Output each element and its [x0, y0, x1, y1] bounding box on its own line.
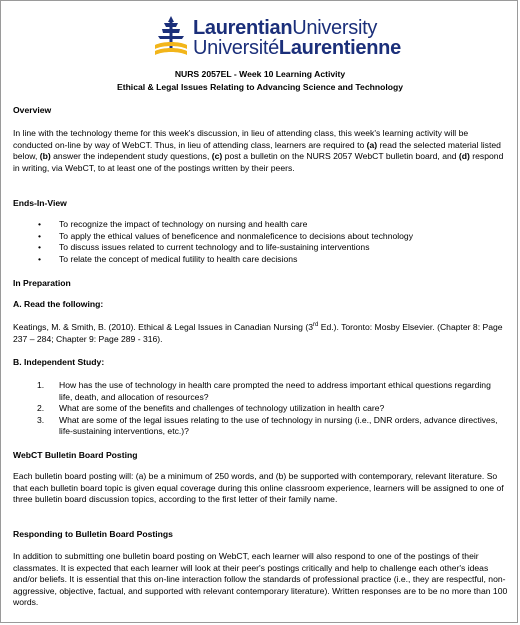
- reading-section-heading: A. Read the following:: [13, 299, 104, 309]
- overview-heading: Overview: [13, 105, 52, 115]
- list-item: • To relate the concept of medical futility to health care decisions: [38, 253, 298, 264]
- independent-study-questions: [13, 380, 503, 438]
- list-item: • To apply the ethical values of beneficence and nonmaleficence to decisions about technology: [38, 230, 414, 241]
- list-item: 3. What are some of the legal issues relating to the use of technology in nursing (i.e., DNR orders, advance directives, life-sustaining interventions, etc.)?: [37, 414, 498, 436]
- independent-study-heading: B. Independent Study:: [13, 357, 105, 367]
- list-item: 2. What are some of the benefits and challenges of technology utilization in health care?: [37, 403, 385, 413]
- bulletin-posting-paragraph: Each bulletin board posting will: (a) be a minimum of 250 words, and (b) be supported with contemporary, relevant literature. So that each bulletin board topic is given equal coverage during this online classroom experience, learners will be assigned to one of three bulletin board discussion topics, according to the first letter of their family name.: [13, 471, 504, 504]
- course-title: NURS 2057EL - Week 10 Learning Activity: [174, 69, 346, 79]
- overview-paragraph: In line with the technology theme for this week's discussion, in lieu of attending class, this week's learning activity will be conducted on-line by way of WebCT. Thus, in lieu of attending class, learners are required to (a) read the selected material listed below, (b) answer the independent study questions, (c) post a bulletin on the NURS 2057 WebCT bulletin board, and (d) respond in writing, via WebCT, to at least one of the postings written by their peers.: [13, 128, 504, 173]
- list-item: • To discuss issues related to current technology and to life-sustaining interventions: [38, 242, 370, 252]
- reading-citation: Keatings, M. & Smith, B. (2010). Ethical & Legal Issues in Canadian Nursing (3rd Ed.). Toronto: Mosby Elsevier. (Chapter 8: Page 237 – 284; Chapter 9: Page 289 - 316).: [13, 322, 503, 344]
- logo-wordmark-english: LaurentianUniversity: [193, 17, 378, 39]
- ends-in-view-list: [13, 219, 413, 265]
- responding-paragraph: In addition to submitting one bulletin board posting on WebCT, each learner will also respond to one of the postings of their classmates. It is expected that each learner will look at their peer's postings critically and help to challenge each other's ideas and/or beliefs. It is essential that this on-line interaction follow the standards of professional practice (i.e., they are respectful, non-aggressive, objective, factual, and supported with relevant contemporary literature). Written responses are to be no more than 100 words.: [13, 551, 508, 607]
- university-crest-icon: [153, 15, 189, 59]
- university-logo: [153, 15, 401, 59]
- logo-wordmark-french: UniversitéLaurentienne: [193, 37, 401, 59]
- list-item: 1. How has the use of technology in health care prompted the need to address important ethical questions regarding life, death, and allocation of resources?: [37, 380, 491, 402]
- ends-in-view-heading: Ends-In-View: [13, 198, 67, 208]
- bulletin-posting-heading: WebCT Bulletin Board Posting: [13, 450, 138, 460]
- responding-heading: Responding to Bulletin Board Postings: [13, 529, 173, 539]
- in-preparation-heading: In Preparation: [13, 278, 71, 288]
- list-item: • To recognize the impact of technology on nursing and health care: [38, 219, 308, 229]
- activity-subtitle: Ethical & Legal Issues Relating to Advancing Science and Technology: [116, 82, 404, 92]
